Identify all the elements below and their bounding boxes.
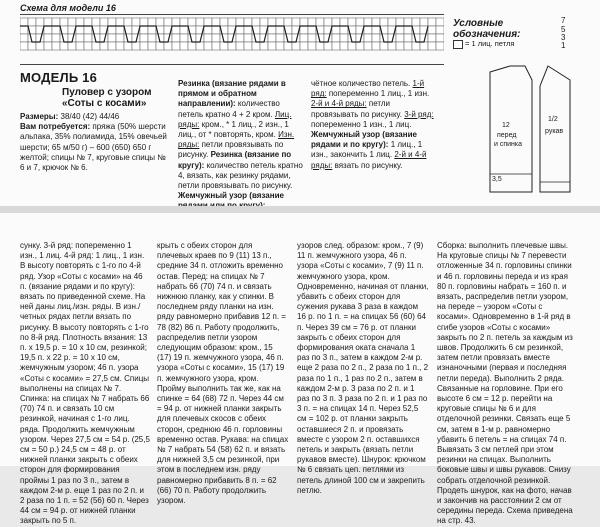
text-column-2: крыть с обеих сторон для плечевых краев по 9 (11) 13 п., средние 34 п. отложить временно остав. Перед: на спицах № 7 набрать 66 (70) 74 п. и связать нижнюю планку, как у спинки. В последнем ряду планки на изн. ряду равномерно прибавив 12 п. = 78 (82) 86 п. Работу продолжить, распределив петли узором следующим образом: кром., 15 (17) 19 п. жемчужного узора, 46 п. узора «Соты с косами», 15 (17) 19 п. жемчужного узора, кром. Пройму выполнить так же, как на спинке = 64 (68) 72 п. Через 44 см = 94 р. от нижней планки закрыть для плечевых скосов с обеих сторон, среднюю 46 п. горловины временно остав. Рукава: на спицах № 7 набрать 54 (58) 62 п. и вязать для нижней 3,5 см резинкой, при этом в последнем изн. ряду равномерно прибавить 8 п. = 62 (66) 70 п. Работу продолжить узором.: [157, 241, 289, 506]
chart-cell: [268, 18, 276, 26]
chart-cell: [276, 42, 284, 50]
chart-cell: [364, 18, 372, 26]
chart-cell: [436, 42, 444, 50]
section-rule: [20, 64, 444, 65]
chart-cell: [156, 42, 164, 50]
chart-cell: [388, 18, 396, 26]
text-column-3: узоров след. образом: кром., 7 (9) 11 п. жемчужного узора, 46 п. узора «Соты с косами», 7 (9) 11 п. жемчужного узора, кром. Одновременно, начиная от планки, убавить с обеих сторон для сужения рукава 3 раза в каждом 16 р. по 1 п. = на спицах 56 (60) 64 п. Через 39 см = 76 р. от планки закрыть с обеих сторон для формирования оката сначала 1 раз по 3 п., затем в каждом 2-м р. еще 2 раза по 2 п., 2 раза по 1 п., 2 раза по 1 п., 1 раз по 2 п., затем в каждом 2-м р. 3 раза по 2 п. и 1 раз по 3 п. 3 раза по 2 п. и 1 раз по 3 п. = на спицах 14 п. Через 52,5 см = 102 р. от планки закрыть оставшиеся 2 п. и провязать вместе с узором 2 п. оставшихся петель и закрыть (вязать петли рукавов вместе). Шнурок: крючком № 6 связать цеп. петлями из петель длиной 100 см и закрепить петлю.: [297, 241, 429, 495]
chart-cell: [164, 42, 172, 50]
materials-label: Вам потребуется:: [20, 122, 91, 132]
chart-cell: [252, 42, 260, 50]
chart-cell: [148, 26, 156, 34]
chart-cell: [268, 34, 276, 42]
schematic-back: и спинка: [494, 141, 523, 148]
front-back-outline: [490, 66, 532, 192]
chart-cell: [244, 26, 252, 34]
text-column-4: Сборка: выполнить плечевые швы. На круговые спицы № 7 перевести отложенные 34 п. горловины спинки и 46 п. горловины переда и из края 80 п. горловины набрать = 160 п. и вязать, распределив петли узором, на переде – узором «Соты с косами». Одновременно в 1-й ряд в сгибе узоров «Соты с косами» закрыть по 2 п. петель за каждым из швов. Продолжить 6 см резинкой, затем петли провязать вместе изнаночными (первая и последняя петли переда). Выполнить 2 ряда. Связанные на горловине. При его высоте 6 см = 12 р. перейти на круговые спицы № 6 и для отделочной резинки. Связать еще 5 см, затем в 1-м р. равномерно убавить 6 петель = на спицах 74 п. Вывязать 3 см петлей при этом резинки на спицах. Выполнить боковые швы и швы рукавов. Снизу собрать отделочной резинкой. Продеть шнурок, как на фото, начав и закончив на расстоянии 2 см от середины переда. Схема приведена на стр. 43.: [437, 241, 573, 526]
chart-cell: [60, 18, 68, 26]
chart-cell: [148, 34, 156, 42]
rib-row-label-1: Лиц. ряды:: [178, 109, 292, 129]
model-title: МОДЕЛЬ 16: [20, 70, 98, 85]
chart-cell: [204, 34, 212, 42]
chart-cell: [20, 26, 28, 34]
chart-cell: [356, 18, 364, 26]
page-gap: [0, 206, 600, 213]
chart-cell: [244, 42, 252, 50]
chart-cell: [372, 26, 380, 34]
legend-title: Условные обозначения:: [453, 18, 521, 40]
chart-cell: [396, 42, 404, 50]
row-number-5: 5: [561, 25, 566, 34]
chart-cell: [212, 18, 220, 26]
chart-cell: [20, 34, 28, 42]
chart-cell: [180, 34, 188, 42]
schematic-num-3: 1/2: [548, 116, 558, 123]
chart-cell: [188, 18, 196, 26]
chart-cell: [428, 42, 436, 50]
chart-cell: [132, 42, 140, 50]
bottom-page: [0, 213, 600, 526]
chart-cell: [180, 26, 188, 34]
chart-cell: [428, 18, 436, 26]
top-page: [0, 0, 600, 206]
chart-cell: [76, 42, 84, 50]
chart-cell: [84, 26, 92, 34]
chart-cell: [204, 26, 212, 34]
chart-cell: [324, 18, 332, 26]
sizes-label: Размеры:: [20, 112, 59, 121]
chart-cell: [284, 42, 292, 50]
pearl2-row-label: 2-й и 4-й ряды:: [311, 150, 427, 170]
schematic-sleeve: рукав: [545, 128, 564, 135]
model-subtitle: Пуловер с узором «Соты с косами»: [62, 87, 152, 109]
chart-cell: [308, 26, 316, 34]
chart-cell: [292, 18, 300, 26]
chart-header: Схема для модели 16: [20, 3, 116, 13]
chart-cell: [228, 42, 236, 50]
chart-cell: [188, 42, 196, 50]
chart-cell: [364, 42, 372, 50]
chart-cell: [332, 18, 340, 26]
chart-cell: [396, 18, 404, 26]
chart-grid: [20, 18, 444, 50]
chart-cell: [316, 42, 324, 50]
chart-cell: [340, 18, 348, 26]
chart-cell: [52, 18, 60, 26]
chart-cell: [20, 42, 28, 50]
rib-title: Резинка (вязание рядами в прямом и обратном направлении):: [178, 79, 286, 109]
chart-cell: [236, 18, 244, 26]
chart-cell: [244, 18, 252, 26]
chart-cell: [52, 26, 60, 34]
chart-cell: [308, 42, 316, 50]
chart-cell: [324, 42, 332, 50]
chart-cell: [372, 42, 380, 50]
chart-cell: [332, 34, 340, 42]
chart-cell: [116, 34, 124, 42]
pearl-text-2: попеременно 1 лиц., 1 изн.: [326, 89, 430, 99]
sizes-text: 38/40 (42) 44/46: [58, 112, 120, 121]
chart-cell: [348, 42, 356, 50]
chart-cell: [372, 18, 380, 26]
pearl-row-label-1: 1-й ряд:: [311, 79, 425, 99]
chart-cell: [388, 42, 396, 50]
chart-cell: [28, 18, 36, 26]
chart-cell: [108, 42, 116, 50]
pearl2-text: 1 лиц., 1 изн., закончить 1 лиц.: [311, 140, 423, 160]
legend-text: = 1 лиц. петля: [465, 39, 515, 48]
chart-cell: [44, 26, 52, 34]
chart-cell: [276, 18, 284, 26]
knitting-chart: [20, 16, 444, 52]
chart-cell: [84, 18, 92, 26]
chart-cell: [156, 18, 164, 26]
knit-stitch-icon: [453, 40, 463, 49]
pearl-title: Жемчужный узор (вязание: [178, 191, 284, 201]
chart-cell: [76, 34, 84, 42]
pearl-column: [311, 79, 435, 171]
chart-cell: [172, 26, 180, 34]
chart-cell: [148, 18, 156, 26]
chart-cell: [196, 18, 204, 26]
chart-cell: [428, 34, 436, 42]
chart-cell: [268, 26, 276, 34]
chart-cell: [396, 34, 404, 42]
pearl-text-4: попеременно 1 изн., 1 лиц.: [311, 119, 412, 129]
chart-cell: [276, 26, 284, 34]
chart-cell: [308, 18, 316, 26]
rib-row-label-2: Изн. ряды:: [178, 130, 295, 150]
chart-cell: [108, 26, 116, 34]
chart-cell: [228, 18, 236, 26]
chart-cell: [428, 26, 436, 34]
chart-cell: [148, 42, 156, 50]
chart-cell: [412, 18, 420, 26]
chart-cell: [44, 42, 52, 50]
chart-cell: [212, 34, 220, 42]
chart-cell: [204, 42, 212, 50]
pearl2-text-2: вязать по рисунку.: [332, 160, 403, 170]
text-column-1: сунку. 3-й ряд: попеременно 1 изн., 1 лиц. 4-й ряд: 1 лиц., 1 изн. В высоту повторять с 1-го по 4-й ряд. Узор «Соты с косами» на 46 п. (вязание рядами и по кругу): вязать по приведенной схеме. На ней даны лиц./изн. ряды. В изн./четных рядах петли вязать по рисунку. В высоту повторять с 1-го по 8-й ряд. Плотность вязания: 13 п. x 19,5 р. = 10 x 10 см, резинкой; 19,5 п. x 22 р. = 10 x 10 см, жемчужным узором; 46 п. узора «Соты с косами» = 27,5 см. Спицы выполнены на спицах № 7. Спинка: на спицах № 7 набрать 66 (70) 74 п. и связать 10 см резинкой, начиная с 1-го лиц. ряда. Продолжить жемчужным узором. Через 27,5 см = 54 р. (25,5 см = 50 р.) 24,5 см = 48 р. от нижней планки закрыть с обеих сторон для формирования проймы 1 раз по 3 п., затем в каждом 2-м р. еще 1 раз по 2 п. и 2 раза по 1 п. = 52 (56) 60 п. Через 44 см = 94 р. от нижней планки закрыть по 5 п.: [20, 241, 150, 526]
chart-cell: [140, 26, 148, 34]
chart-cell: [356, 42, 364, 50]
chart-cell: [172, 34, 180, 42]
chart-cell: [340, 42, 348, 50]
pearl-text-3: петли провязывать по рисунку.: [311, 99, 402, 119]
chart-cell: [84, 42, 92, 50]
row-number-1: 1: [561, 41, 566, 50]
chart-cell: [196, 42, 204, 50]
chart-cell: [36, 18, 44, 26]
chart-cell: [52, 42, 60, 50]
chart-cell: [172, 42, 180, 50]
chart-cell: [284, 18, 292, 26]
chart-cell: [116, 18, 124, 26]
chart-cell: [404, 42, 412, 50]
chart-cell: [420, 18, 428, 26]
pearl-row-label-3: 3-й ряд:: [404, 109, 434, 119]
chart-cell: [276, 34, 284, 42]
chart-cell: [260, 18, 268, 26]
chart-cell: [404, 18, 412, 26]
chart-cell: [300, 42, 308, 50]
chart-cell: [212, 26, 220, 34]
chart-cell: [268, 42, 276, 50]
chart-cell: [44, 34, 52, 42]
chart-cell: [68, 18, 76, 26]
rib-row-2: петли провязывать по рисунку.: [178, 140, 284, 160]
chart-cell: [84, 34, 92, 42]
materials-text: пряжа (50% шерсти альпака, 35% полиамида, 15% овечьей шерсти; 65 м/50 г) – 600 (650) 650 г желтой; спицы № 7, круговые спицы № 6 и 7, крючок № 6.: [20, 122, 167, 173]
pearl-row-label-2: 2-й и 4-й ряды:: [311, 99, 367, 109]
chart-cell: [20, 18, 28, 26]
chart-cell: [348, 18, 356, 26]
chart-cell: [220, 42, 228, 50]
chart-cell: [396, 26, 404, 34]
chart-cell: [364, 26, 372, 34]
pearl2-title: Жемчужный узор (вязание рядами и по кругу):: [311, 130, 417, 150]
chart-cell: [108, 18, 116, 26]
chart-cell: [260, 42, 268, 50]
chart-cell: [164, 18, 172, 26]
chart-cell: [180, 42, 188, 50]
chart-cell: [100, 42, 108, 50]
schematic-num-1: 12: [502, 122, 510, 129]
chart-cell: [140, 42, 148, 50]
chart-cell: [380, 42, 388, 50]
chart-cell: [332, 26, 340, 34]
rib2-title: Резинка (вязание по кругу):: [178, 150, 292, 170]
row-number-3: 3: [561, 33, 566, 42]
chart-cell: [124, 42, 132, 50]
chart-cell: [404, 26, 412, 34]
chart-cell: [364, 34, 372, 42]
chart-cell: [372, 34, 380, 42]
schematic-front: перед: [497, 132, 517, 139]
chart-cell: [76, 18, 84, 26]
chart-cell: [436, 26, 444, 34]
chart-cell: [412, 42, 420, 50]
chart-cell: [292, 42, 300, 50]
garment-schematic: [470, 62, 590, 202]
chart-cell: [244, 34, 252, 42]
chart-cell: [380, 18, 388, 26]
chart-cell: [140, 18, 148, 26]
chart-cell: [132, 18, 140, 26]
chart-cell: [220, 18, 228, 26]
materials-column: [20, 112, 170, 173]
chart-cell: [300, 26, 308, 34]
chart-cell: [436, 18, 444, 26]
chart-cell: [212, 42, 220, 50]
chart-cell: [204, 18, 212, 26]
schematic-num-2: 3,5: [492, 176, 502, 183]
chart-cell: [340, 34, 348, 42]
chart-cell: [404, 34, 412, 42]
chart-cell: [36, 42, 44, 50]
chart-cell: [436, 34, 444, 42]
rib2-text: количество петель кратно 4, вязать, как резинку рядами, петли провязывать по рисунку.: [178, 160, 303, 191]
rib-row-1: кром., * 1 лиц., 2 изн., 1 лиц., от * повторять, кром.: [178, 119, 289, 140]
rib-text: количество петель кратно 4 + 2 кром.: [178, 99, 280, 119]
chart-cell: [236, 34, 244, 42]
chart-cell: [180, 18, 188, 26]
chart-cell: [68, 42, 76, 50]
chart-cell: [60, 42, 68, 50]
chart-cell: [300, 34, 308, 42]
chart-cell: [52, 34, 60, 42]
chart-cell: [116, 26, 124, 34]
chart-cell: [124, 18, 132, 26]
chart-cell: [252, 18, 260, 26]
chart-cell: [236, 26, 244, 34]
chart-cell: [300, 18, 308, 26]
chart-cell: [236, 42, 244, 50]
chart-cell: [340, 26, 348, 34]
header-rule: [20, 14, 444, 15]
chart-cell: [420, 42, 428, 50]
chart-cell: [92, 18, 100, 26]
row-number-7: 7: [561, 16, 566, 25]
pearl-text-1: чётное количество петель.: [311, 79, 411, 88]
chart-cell: [172, 18, 180, 26]
rib-column: [178, 79, 306, 212]
chart-cell: [28, 42, 36, 50]
chart-cell: [332, 42, 340, 50]
chart-cell: [92, 42, 100, 50]
chart-cell: [108, 34, 116, 42]
chart-cell: [76, 26, 84, 34]
chart-cell: [100, 18, 108, 26]
chart-cell: [116, 42, 124, 50]
chart-cell: [44, 18, 52, 26]
chart-cell: [316, 18, 324, 26]
chart-cell: [308, 34, 316, 42]
chart-cell: [140, 34, 148, 42]
